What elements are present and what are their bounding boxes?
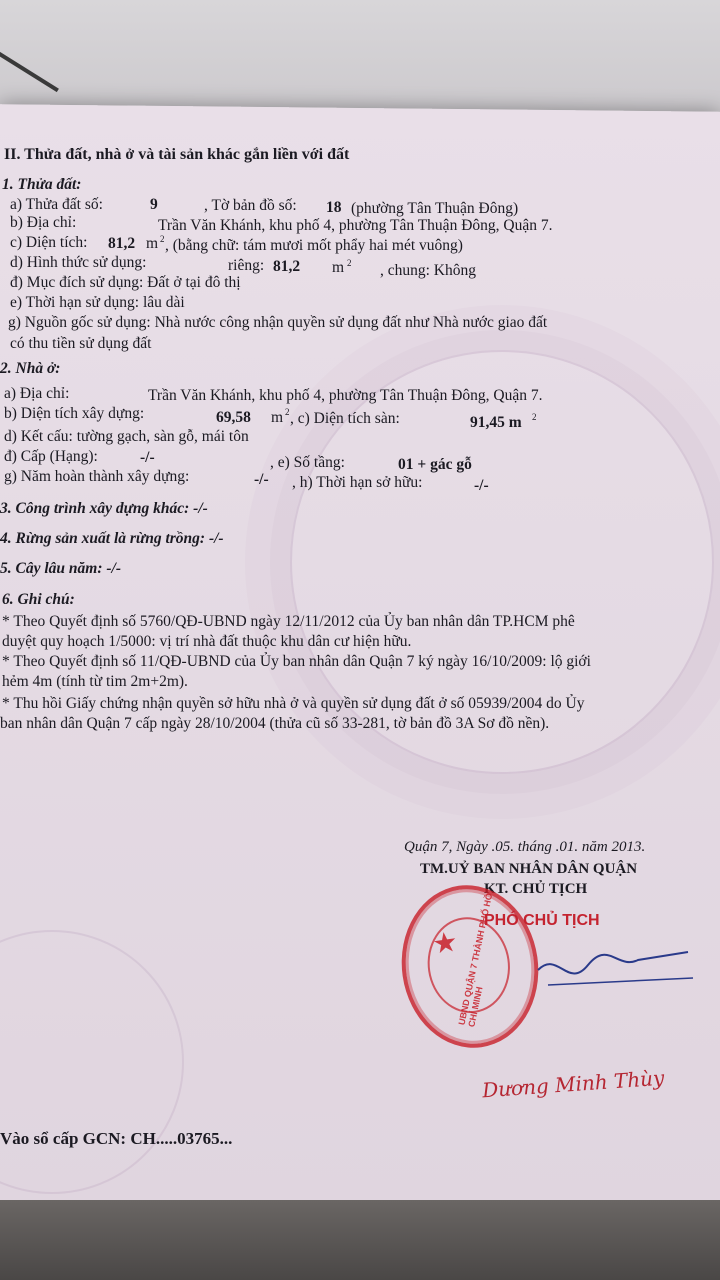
house-build-area-label: b) Diện tích xây dựng: bbox=[4, 405, 145, 422]
land-private-sup: 2 bbox=[347, 258, 352, 268]
house-heading: 2. Nhà ở: bbox=[0, 360, 61, 377]
house-floors-label: , e) Số tầng: bbox=[270, 454, 345, 471]
note-2-line-1: * Theo Quyết định số 11/QĐ-UBND của Ủy ban nhân dân Quận 7 ký ngày 16/10/2009: lộ giới bbox=[2, 653, 591, 670]
house-floor-area-sup: 2 bbox=[532, 412, 537, 422]
land-area-value: 81,2 bbox=[108, 235, 136, 252]
issue-date: Quận 7, Ngày .05. tháng .01. năm 2013. bbox=[404, 839, 646, 855]
note-2-line-2: hẻm 4m (tính từ tim 2m+2m). bbox=[2, 673, 188, 690]
land-origin-1: g) Nguồn gốc sử dụng: Nhà nước công nhận quyền sử dụng đất như Nhà nước giao đất bbox=[8, 314, 548, 331]
land-area-words: , (bằng chữ: tám mươi mốt phẩy hai mét vuông) bbox=[165, 237, 463, 254]
note-1-line-2: duyệt quy hoạch 1/5000: vị trí nhà đất thuộc khu dân cư hiện hữu. bbox=[2, 633, 412, 650]
deputy-chair-stamp: PHÓ CHỦ TỊCH bbox=[484, 912, 600, 929]
land-private-unit: m bbox=[332, 259, 345, 276]
house-year-value: -/- bbox=[254, 471, 269, 488]
other-forest: 4. Rừng sản xuất là rừng trồng: -/- bbox=[0, 530, 224, 547]
note-3-line-2: ban nhân dân Quận 7 cấp ngày 28/10/2004 (thửa cũ số 33-281, tờ bản đồ 3A Sơ đồ nền). bbox=[0, 715, 550, 732]
house-floors-value: 01 + gác gỗ bbox=[398, 456, 472, 473]
notes-heading: 6. Ghi chú: bbox=[2, 591, 75, 608]
house-year-label: g) Năm hoàn thành xây dựng: bbox=[4, 468, 190, 485]
house-ownership-value: -/- bbox=[474, 477, 489, 494]
land-address-label: b) Địa chỉ: bbox=[10, 214, 77, 231]
section-title: II. Thửa đất, nhà ở và tài sản khác gắn liền với đất bbox=[4, 146, 350, 163]
house-build-area-unit: m bbox=[271, 409, 284, 426]
other-construction: 3. Công trình xây dựng khác: -/- bbox=[0, 500, 208, 517]
background-bottom bbox=[0, 1200, 720, 1280]
house-grade-label: đ) Cấp (Hạng): bbox=[4, 448, 98, 465]
land-parcel-label: a) Thửa đất số: bbox=[10, 196, 103, 213]
house-ownership-label: , h) Thời hạn sở hữu: bbox=[292, 474, 423, 491]
land-duration: e) Thời hạn sử dụng: lâu dài bbox=[10, 294, 185, 311]
land-map-value: 18 bbox=[326, 199, 342, 216]
other-trees: 5. Cây lâu năm: -/- bbox=[0, 560, 121, 577]
land-usage-label: d) Hình thức sử dụng: bbox=[10, 254, 147, 271]
land-private-value: 81,2 bbox=[273, 258, 301, 275]
land-heading: 1. Thửa đất: bbox=[2, 176, 82, 193]
house-structure: d) Kết cấu: tường gạch, sàn gỗ, mái tôn bbox=[4, 428, 249, 445]
land-common: , chung: Không bbox=[380, 262, 477, 279]
land-private-label: riêng: bbox=[228, 257, 265, 274]
house-build-area-sup: 2 bbox=[285, 407, 290, 417]
house-floor-area-label: , c) Diện tích sàn: bbox=[290, 410, 400, 427]
house-address-label: a) Địa chỉ: bbox=[4, 385, 70, 402]
land-parcel-value: 9 bbox=[150, 196, 158, 213]
signer-name: Dương Minh Thùy bbox=[481, 1065, 666, 1103]
land-area-unit: m bbox=[146, 235, 159, 252]
land-purpose: đ) Mục đích sử dụng: Đất ở tại đô thị bbox=[10, 274, 241, 291]
issuing-organization: TM.UỶ BAN NHÂN DÂN QUẬN bbox=[420, 861, 638, 877]
house-address-value: Trần Văn Khánh, khu phố 4, phường Tân Thuận Đông, Quận 7. bbox=[148, 387, 543, 404]
land-area-label: c) Diện tích: bbox=[10, 234, 88, 251]
land-ward: (phường Tân Thuận Đông) bbox=[351, 200, 519, 217]
land-area-sup: 2 bbox=[160, 234, 165, 244]
land-address-value: Trần Văn Khánh, khu phố 4, phường Tân Thuận Đông, Quận 7. bbox=[158, 217, 553, 234]
house-build-area-value: 69,58 bbox=[216, 409, 251, 426]
seal-text: UBND QUẬN 7 THÀNH PHỐ HỒ CHÍ MINH bbox=[456, 892, 495, 1028]
land-map-label: , Tờ bản đồ số: bbox=[204, 197, 297, 214]
note-3-line-1: * Thu hồi Giấy chứng nhận quyền sở hữu nhà ở và quyền sử dụng đất ở số 05939/2004 do Ủy bbox=[2, 695, 585, 712]
note-1-line-1: * Theo Quyết định số 5760/QĐ-UBND ngày 12/11/2012 của Ủy ban nhân dân TP.HCM phê bbox=[2, 613, 575, 630]
signature-mark bbox=[518, 940, 698, 1000]
house-grade-value: -/- bbox=[140, 449, 155, 466]
certificate-serial: Vào sổ cấp GCN: CH.....03765... bbox=[0, 1129, 233, 1148]
land-origin-2: có thu tiền sử dụng đất bbox=[10, 335, 152, 352]
signer-role: KT. CHỦ TỊCH bbox=[484, 881, 588, 897]
house-floor-area-value: 91,45 m bbox=[470, 414, 522, 431]
seal-star-icon: ★ bbox=[430, 926, 460, 961]
